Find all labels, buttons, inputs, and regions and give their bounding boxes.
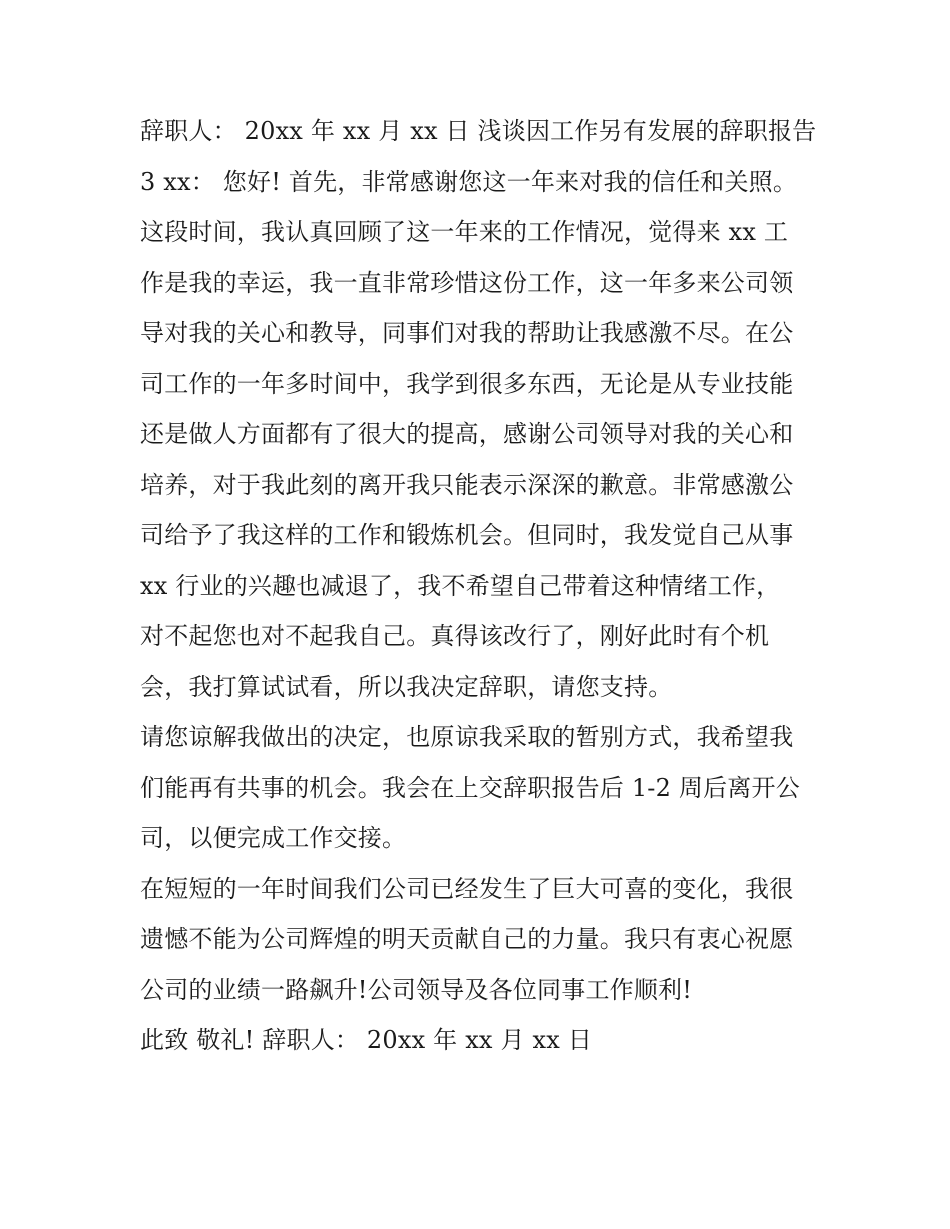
text-line: 们能再有共事的机会。我会在上交辞职报告后 1-2 周后离开公 xyxy=(140,773,800,802)
closing-line: 此致 敬礼! 辞职人： 20xx 年 xx 月 xx 日 xyxy=(140,1026,593,1054)
text-line: 司给予了我这样的工作和锻炼机会。但同时，我发觉自己从事 xyxy=(140,521,794,549)
text-line: 司，以便完成工作交接。 xyxy=(140,824,407,852)
text-line: 培养，对于我此刻的离开我只能表示深深的歉意。非常感激公 xyxy=(140,470,794,499)
resignation-letter-body xyxy=(140,106,820,1066)
text-line: 对不起您也对不起我自己。真得该改行了，刚好此时有个机 xyxy=(140,622,770,650)
text-line: 辞职人： 20xx 年 xx 月 xx 日 浅谈因工作另有发展的辞职报告 xyxy=(140,117,817,145)
text-line: 请您谅解我做出的决定，也原谅我采取的暂别方式，我希望我 xyxy=(140,723,794,751)
text-line: 3 xx： 您好! 首先，非常感谢您这一年来对我的信任和关照。 xyxy=(140,167,798,196)
text-line: 公司的业绩一路飙升!公司领导及各位同事工作顺利! xyxy=(140,975,693,1004)
text-line: 导对我的关心和教导，同事们对我的帮助让我感激不尽。在公 xyxy=(140,319,794,347)
text-line: 作是我的幸运，我一直非常珍惜这份工作，这一年多来公司领 xyxy=(140,268,794,297)
text-line: 会，我打算试试看，所以我决定辞职，请您支持。 xyxy=(140,672,673,701)
text-line: 司工作的一年多时间中，我学到很多东西，无论是从专业技能 xyxy=(140,369,794,398)
text-line: 在短短的一年时间我们公司已经发生了巨大可喜的变化，我很 xyxy=(140,874,794,903)
text-line: 遗憾不能为公司辉煌的明天贡献自己的力量。我只有衷心祝愿 xyxy=(140,925,794,953)
text-line: xx 行业的兴趣也减退了，我不希望自己带着这种情绪工作， xyxy=(140,571,781,600)
text-line: 还是做人方面都有了很大的提高，感谢公司领导对我的关心和 xyxy=(140,420,794,448)
text-line: 这段时间，我认真回顾了这一年来的工作情况，觉得来 xx 工 xyxy=(140,218,789,246)
